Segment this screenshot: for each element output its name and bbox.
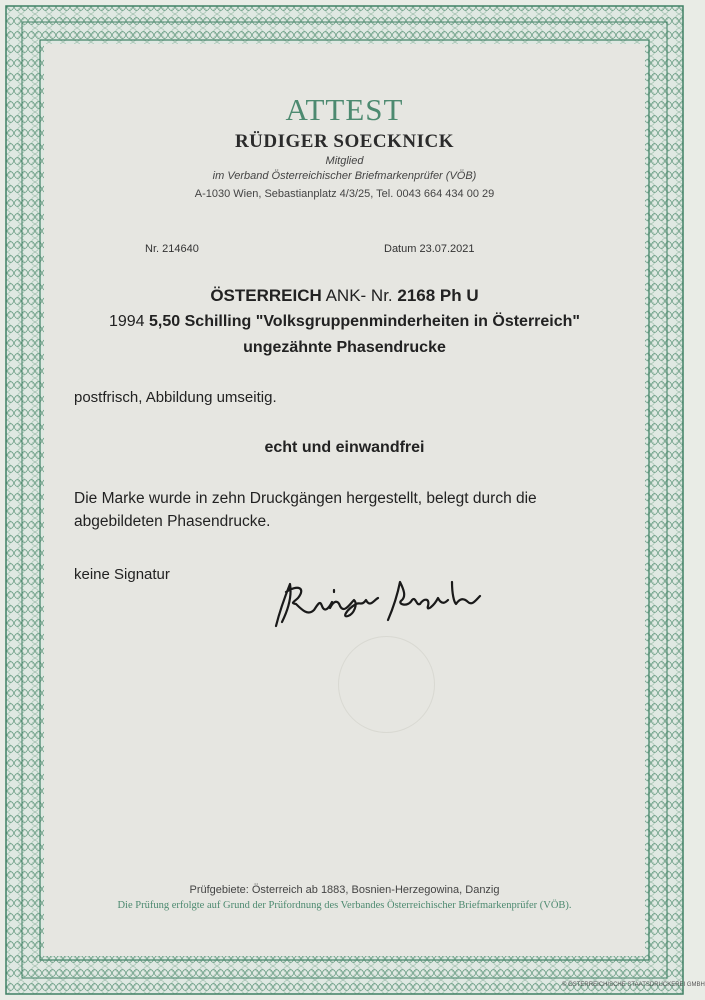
certificate-title: ATTEST <box>285 92 404 127</box>
item-country-line <box>0 286 689 306</box>
certificate-date: Datum 23.07.2021 <box>384 243 475 255</box>
examiner-role: Mitglied <box>325 155 364 167</box>
signature-note: keine Signatur <box>74 566 170 583</box>
examiner-address: A-1030 Wien, Sebastianplatz 4/3/25, Tel. 0043 664 434 00 29 <box>194 188 495 200</box>
printer-imprint: © ÖSTERREICHISCHE STAATSDRUCKEREI GMBH <box>562 982 705 988</box>
verdict: echt und einwandfrei <box>264 439 425 456</box>
item-country: ÖSTERREICH <box>210 286 322 305</box>
certificate-number: Nr. 214640 <box>145 243 199 255</box>
examination-basis: Die Prüfung erfolgte auf Grund der Prüfordnung des Verbandes Österreichischer Briefmarkenprüfer (VÖB). <box>117 900 572 911</box>
catalog-number: 2168 Ph U <box>397 286 479 305</box>
item-issue: 5,50 Schilling "Volksgruppenminderheiten in Österreich" <box>149 313 581 330</box>
item-condition: postfrisch, Abbildung umseitig. <box>74 389 277 406</box>
examiner-name: RÜDIGER SOECKNICK <box>234 131 455 152</box>
item-type: ungezähnte Phasendrucke <box>243 339 446 356</box>
description-line-2: abgebildeten Phasendrucke. <box>74 513 271 530</box>
examination-areas: Prüfgebiete: Österreich ab 1883, Bosnien-Herzegowina, Danzig <box>189 884 500 896</box>
description-line-1: Die Marke wurde in zehn Druckgängen hergestellt, belegt durch die <box>74 490 537 507</box>
item-issue-line <box>0 313 689 331</box>
handwritten-signature <box>262 570 492 640</box>
item-year: 1994 <box>108 313 145 330</box>
examiner-association: im Verband Österreichischer Briefmarkenprüfer (VÖB) <box>212 170 477 182</box>
embossed-seal <box>338 636 435 733</box>
catalog-label: ANK- Nr. <box>325 286 393 305</box>
